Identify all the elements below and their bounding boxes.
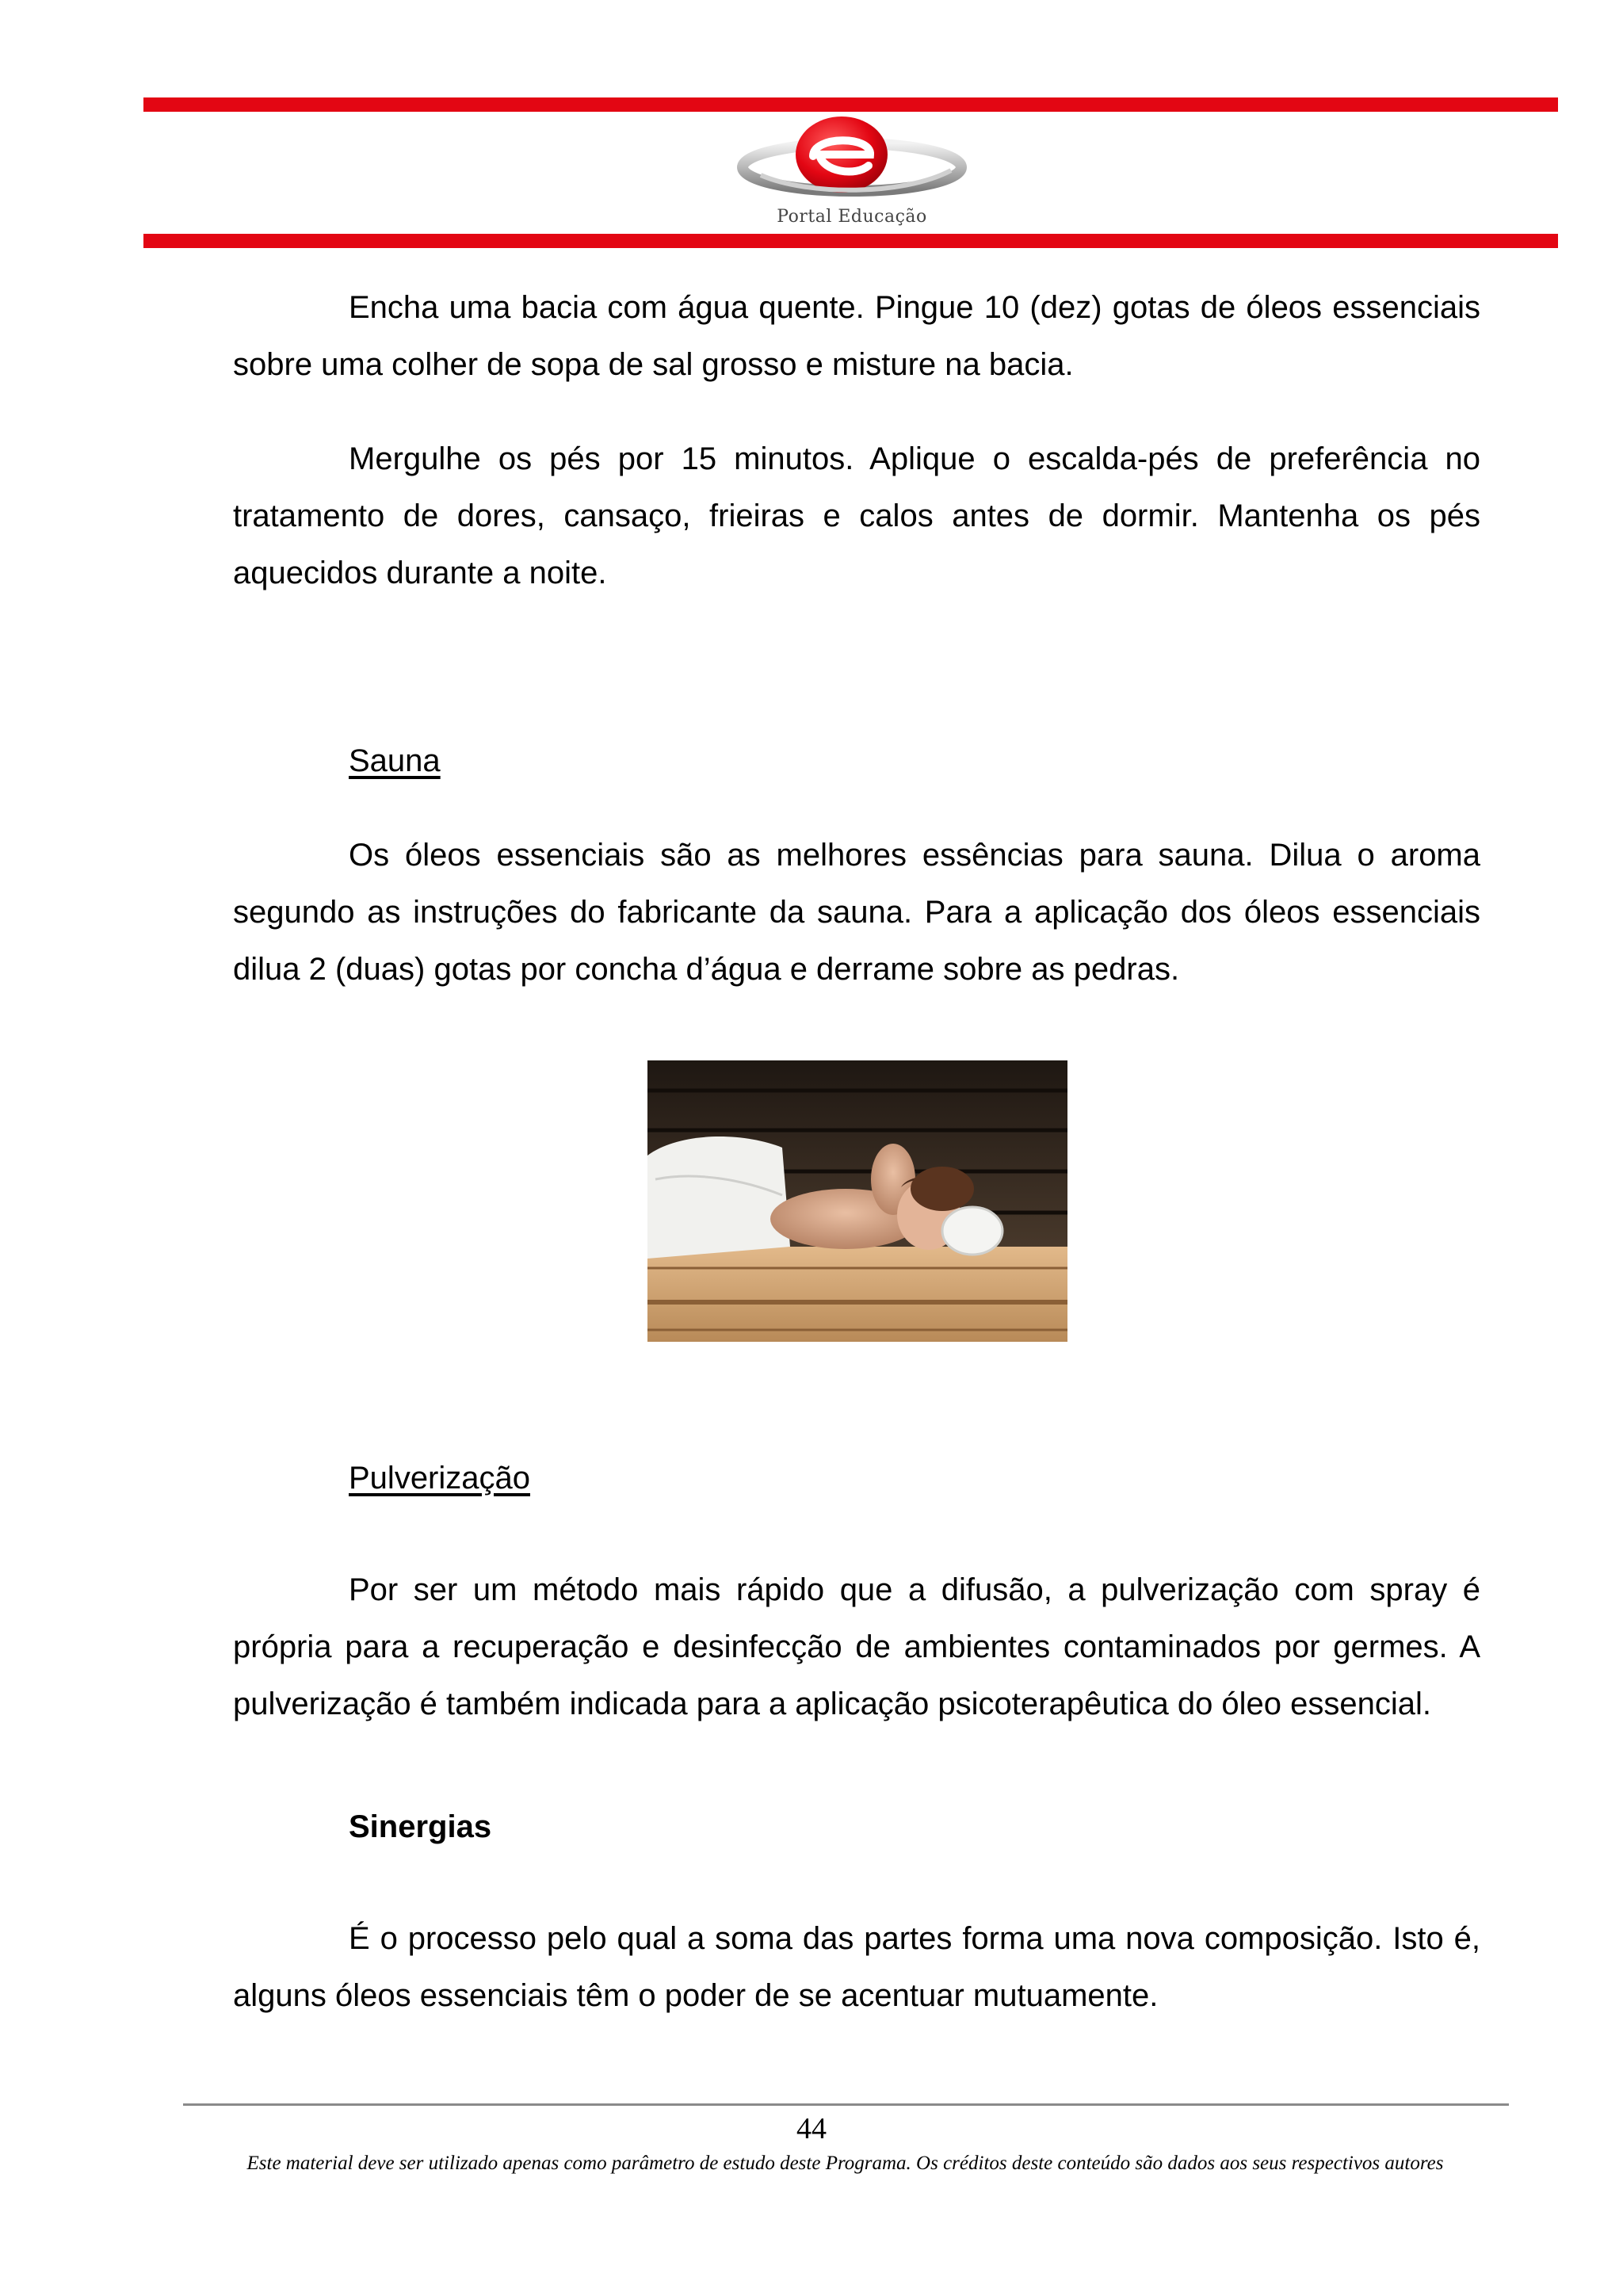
section-title-pulverizacao <box>233 1450 1480 1507</box>
section-title-sauna <box>233 732 1480 789</box>
header-top-bar <box>143 97 1558 112</box>
footer-divider <box>183 2103 1509 2106</box>
header-bottom-bar <box>143 234 1558 248</box>
sauna-title-text: Sauna <box>349 743 441 778</box>
pulverizacao-title-text: Pulverização <box>349 1461 531 1496</box>
paragraph-pulverizacao: Por ser um método mais rápido que a difusão, a pulverização com spray é própria para a recuperação e desinfecção de ambientes contaminados por germes. A pulverização é também indicada para a aplicação psicoterapêutica do óleo essencial. <box>233 1572 1480 1721</box>
paragraph-escalda-pes-1: Encha uma bacia com água quente. Pingue 10 (dez) gotas de óleos essenciais sobre uma colher de sopa de sal grosso e misture na bacia. <box>233 290 1480 382</box>
paragraph-sinergias: É o processo pelo qual a soma das partes forma uma nova composição. Isto é, alguns óleos essenciais têm o poder de se acentuar mutuamente. <box>233 1921 1480 2013</box>
portal-educacao-logo <box>737 113 967 232</box>
paragraph-sauna: Os óleos essenciais são as melhores essências para sauna. Dilua o aroma segundo as instruções do fabricante da sauna. Para a aplicação dos óleos essenciais dilua 2 (duas) gotas por concha d’água e derrame sobre as pedras. <box>233 838 1480 987</box>
sauna-photo <box>647 1060 1067 1342</box>
logo-text: Portal Educação <box>777 207 927 227</box>
section-title-sinergias: Sinergias <box>349 1809 492 1844</box>
page-number: 44 <box>796 2112 827 2145</box>
logo-emblem-icon <box>737 113 967 208</box>
footer-disclaimer: Este material deve ser utilizado apenas como parâmetro de estudo deste Programa. Os créditos deste conteúdo são dados aos seus respectivos autores <box>246 2153 1444 2174</box>
paragraph-escalda-pes-2: Mergulhe os pés por 15 minutos. Aplique o escalda-pés de preferência no tratamento de dores, cansaço, frieiras e calos antes de dormir. Mantenha os pés aquecidos durante a noite. <box>233 441 1480 590</box>
